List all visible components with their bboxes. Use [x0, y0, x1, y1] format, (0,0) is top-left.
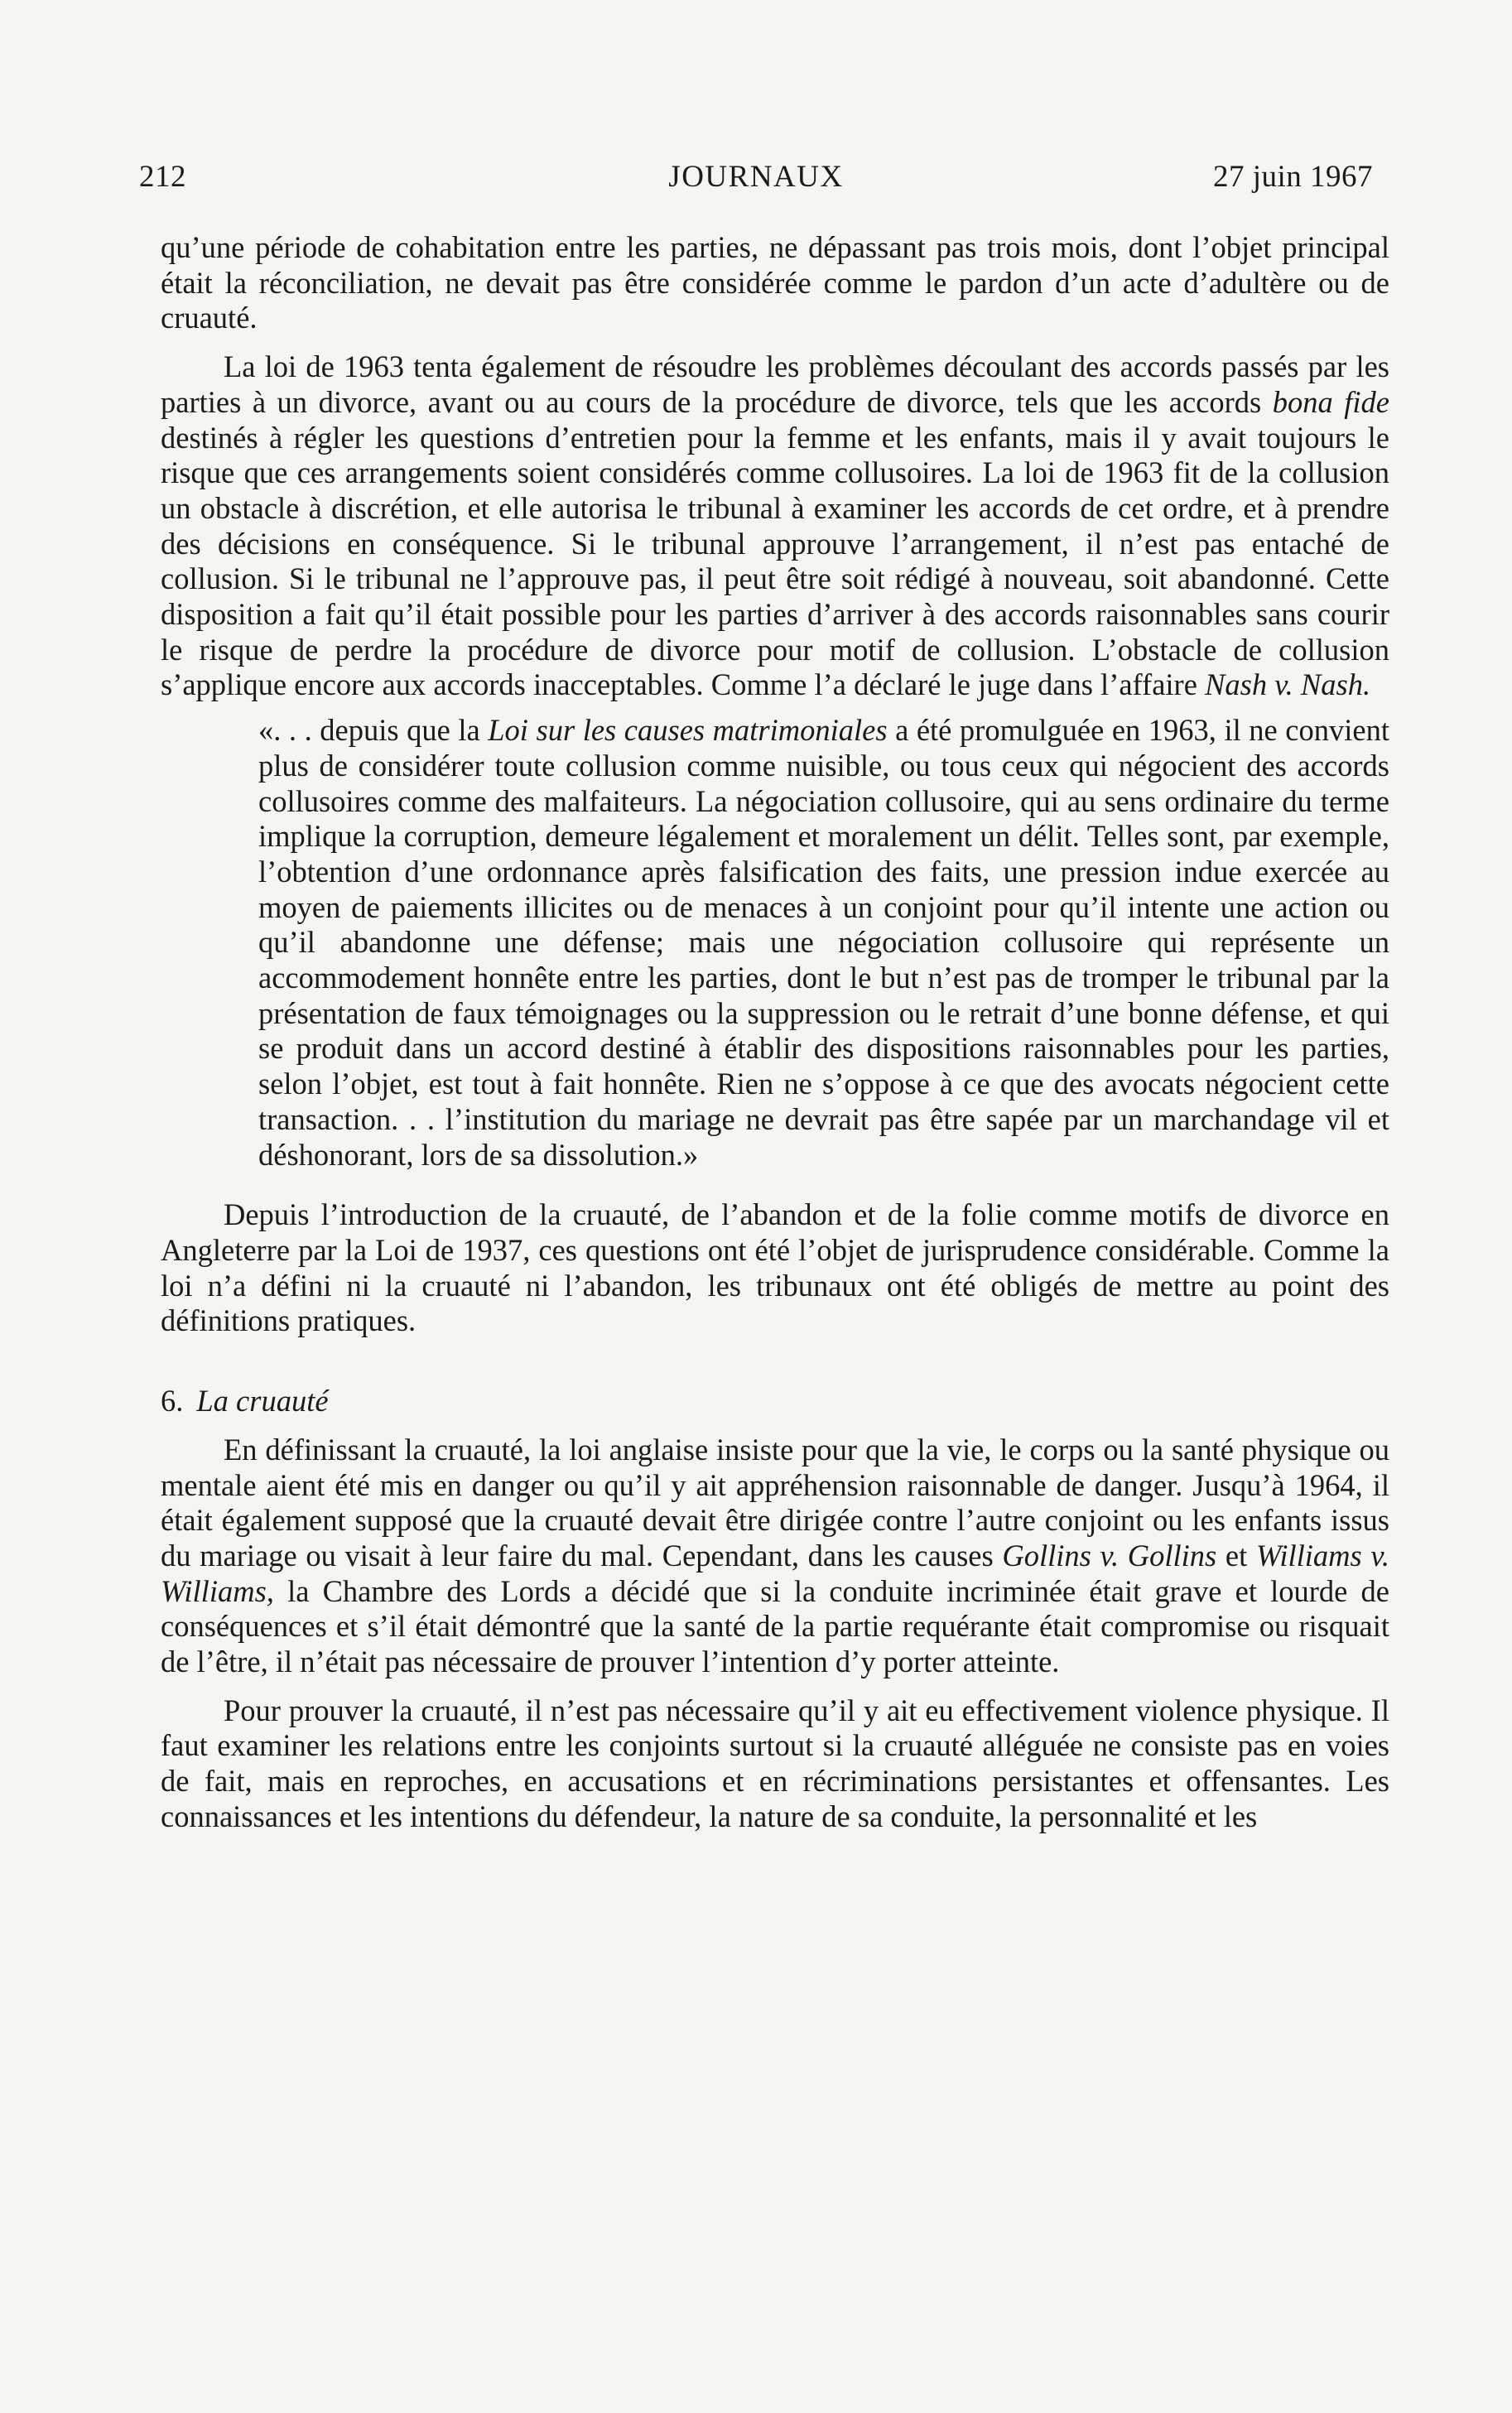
- paragraph-text: destinés à régler les questions d’entretien pour la femme et les enfants, mais il y avait toujours le risque que ces arrangements soient considérés comme collusoires. La loi de 1963 fit de la collusion un obstacle à discrétion, et elle autorisa le tribunal à examiner les accords de cet ordre, et à prendre des décisions en conséquence. Si le tribunal approuve l’arrangement, il n’est pas entaché de collusion. Si le tribunal ne l’approuve pas, il peut être soit rédigé à nouveau, soit abandonné. Cette disposition a fait qu’il était possible pour les parties d’arriver à des accords raisonnables sans courir le risque de perdre la procédure de divorce pour motif de collusion. L’obstacle de collusion s’applique encore aux accords inacceptables. Comme l’a déclaré le juge dans l’affaire: [161, 420, 1389, 702]
- paragraph-text: En définissant la cruauté, la loi anglaise insiste pour que la vie, le corps ou la santé physique ou mentale aient été mis en danger ou qu’il y ait appréhension raisonnable de danger. Jusqu’à 1964, il était également supposé que la cruauté devait être dirigée contre l’autre conjoint ou les enfants issus du mariage ou visait à leur faire du mal. Cependant, dans les causes: [161, 1432, 1389, 1573]
- paragraph-cruelty-definition: [161, 1433, 1389, 1680]
- section-heading: [161, 1384, 1389, 1419]
- statute-title: Loi sur les causes matrimoniales: [488, 713, 888, 748]
- paragraph-1963-law: [161, 349, 1389, 703]
- section-title: La cruauté: [196, 1384, 329, 1418]
- paragraph-text: qu’une période de cohabitation entre les parties, ne dépassant pas trois mois, dont l’objet principal était la réconciliation, ne devait pas être considérée comme le pardon d’un acte d’adultère ou de cruauté.: [161, 230, 1389, 335]
- paragraph-text: et: [1216, 1538, 1256, 1573]
- paragraph-proof: [161, 1693, 1389, 1835]
- page-number: 212: [139, 160, 186, 194]
- running-title: JOURNAUX: [668, 160, 844, 194]
- case-citation: Williams v. Williams,: [161, 1538, 1389, 1608]
- page-header: [139, 159, 1373, 200]
- section-number: 6.: [161, 1384, 184, 1418]
- quote-text: a été promulguée en 1963, il ne convient plus de considérer toute collusion comme nuisible, ou tous ceux qui négocient des accords collusoires comme des malfaiteurs. La négociation collusoire, qui au sens ordinaire du terme implique la corruption, demeure légalement et moralement un délit. Telles sont, par exemple, l’obtention d’une ordonnance après falsification des faits, une pression indue exercée au moyen de paiements illicites ou de menaces à un conjoint pour qu’il intente une action ou qu’il abandonne une défense; mais une négociation collusoire qui représente un accommodement honnête entre les parties, dont le but n’est pas de tromper le tribunal par la présentation de faux témoignages ou la suppression ou le retrait d’une bonne défense, et qui se produit dans un accord destiné à établir des dispositions raisonnables pour les parties, selon l’objet, est tout à fait honnête. Rien ne s’oppose à ce que des avocats négocient cette transaction. . . l’institution du mariage ne devrait pas être sapée par un marchandage vil et déshonorant, lors de sa dissolution.»: [258, 713, 1389, 1172]
- body-text: [161, 230, 1389, 1835]
- paragraph-text: La loi de 1963 tenta également de résoudre les problèmes découlant des accords passés par les parties à un divorce, avant ou au cours de la procédure de divorce, tels que les accords: [161, 349, 1389, 419]
- italic-term: bona fide: [1272, 384, 1390, 419]
- header-date: 27 juin 1967: [1212, 160, 1373, 194]
- paragraph-text: Pour prouver la cruauté, il n’est pas nécessaire qu’il y ait eu effectivement violence physique. Il faut examiner les relations entre les conjoints surtout si la cruauté alléguée ne consiste pas en voies de fait, mais en reproches, en accusations et en récriminations persistantes et offensantes. Les connaissances et les intentions du défendeur, la nature de sa conduite, la personnalité et les: [161, 1693, 1389, 1833]
- paragraph-text: Depuis l’introduction de la cruauté, de l’abandon et de la folie comme motifs de divorce en Angleterre par la Loi de 1937, ces questions ont été l’objet de jurisprudence considérable. Comme la loi n’a défini ni la cruauté ni l’abandon, les tribunaux ont été obligés de mettre au point des définitions pratiques.: [161, 1197, 1389, 1338]
- paragraph-text: la Chambre des Lords a décidé que si la conduite incriminée était grave et lourde de conséquences et s’il était démontré que la santé de la partie requérante était compromise ou risquait de l’être, il n’était pas nécessaire de prouver l’intention d’y porter atteinte.: [161, 1573, 1389, 1679]
- case-citation: Gollins v. Gollins: [1002, 1538, 1217, 1573]
- paragraph-grounds: [161, 1197, 1389, 1339]
- case-citation: Nash v. Nash.: [1205, 667, 1371, 702]
- block-quote: [258, 713, 1389, 1173]
- paragraph-continuation: [161, 230, 1389, 336]
- quote-text: «. . . depuis que la: [258, 713, 489, 748]
